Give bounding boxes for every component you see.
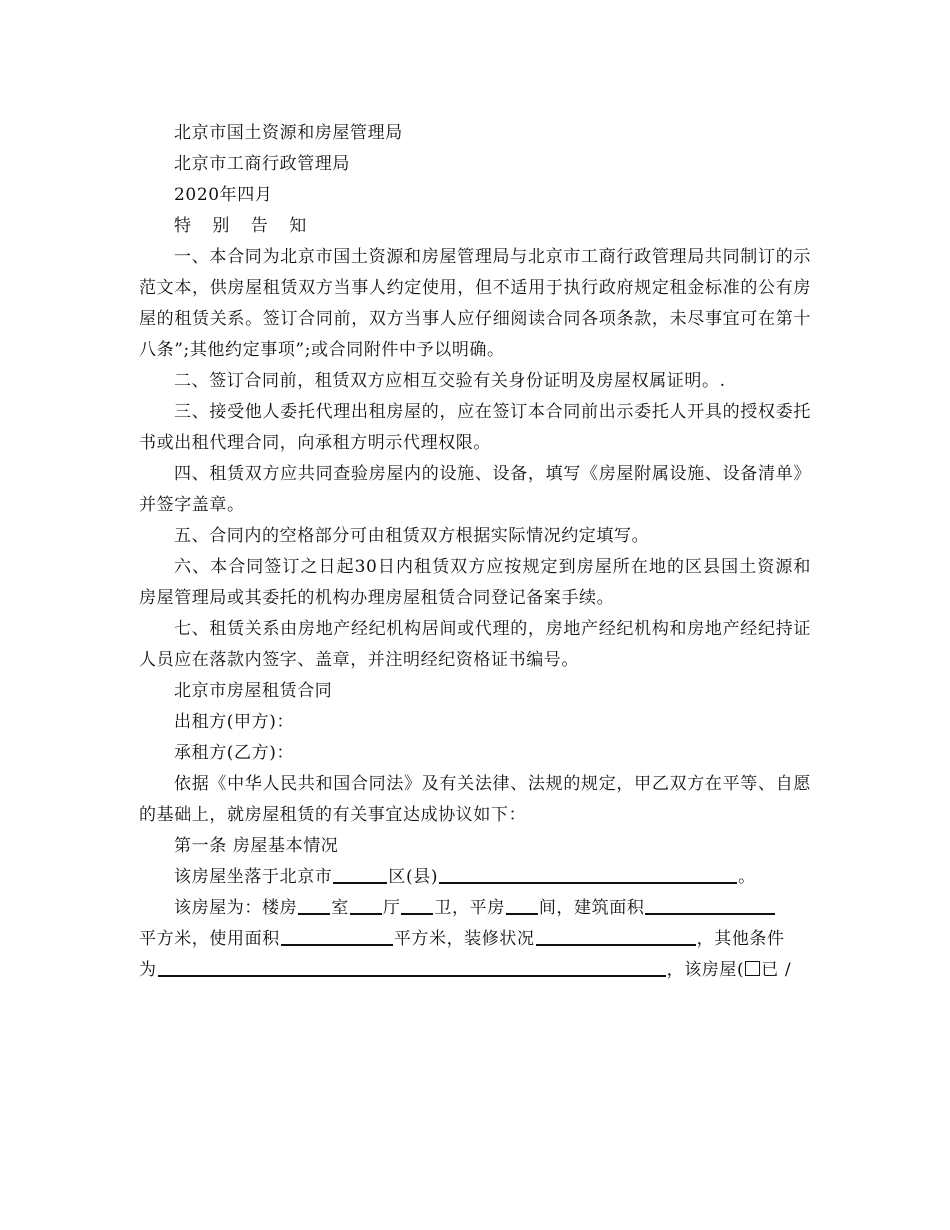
- use-area-label: 平方米，使用面积: [139, 929, 280, 949]
- house-prefix: 该房屋为：楼房: [174, 898, 298, 918]
- notice-item-7: 七、租赁关系由房地产经纪机构居间或代理的，房地产经纪机构和房地产经纪持证人员应在落款内签字、盖章，并注明经纪资格证书编号。: [139, 619, 811, 670]
- issuing-authority-1: 北京市国土资源和房屋管理局: [174, 123, 403, 143]
- bath-count-blank[interactable]: [401, 896, 433, 915]
- bath-label: 卫，平房: [434, 898, 505, 918]
- issuing-authority-2: 北京市工商行政管理局: [174, 154, 350, 174]
- other-label: ，其他条件: [696, 929, 785, 949]
- hall-count-blank[interactable]: [350, 896, 382, 915]
- tail-label: ，该房屋(: [666, 960, 745, 980]
- notice-title: 特 别 告 知: [174, 216, 315, 236]
- district-blank[interactable]: [333, 865, 387, 884]
- use-area-blank[interactable]: [281, 927, 393, 946]
- address-blank[interactable]: [439, 865, 737, 884]
- notice-item-3: 三、接受他人委托代理出租房屋的，应在签订本合同前出示委托人开具的授权委托书或出租代理合同，向承租方明示代理权限。: [139, 402, 811, 453]
- bungalow-count-blank[interactable]: [506, 896, 538, 915]
- yi-label: 已 /: [761, 960, 792, 980]
- district-label: 区(县): [388, 867, 439, 887]
- location-end: 。: [738, 867, 756, 887]
- checkbox[interactable]: [745, 961, 760, 976]
- room-count-blank[interactable]: [298, 896, 330, 915]
- notice-item-4: 四、租赁双方应共同查验房屋内的设施、设备，填写《房屋附属设施、设备清单》并签字盖章。: [139, 464, 811, 515]
- room-label: 室: [331, 898, 349, 918]
- notice-item-6: 六、本合同签订之日起30日内租赁双方应按规定到房屋所在地的区县国土资源和房屋管理局或其委托的机构办理房屋租赁合同登记备案手续。: [139, 557, 811, 608]
- other-conditions-blank[interactable]: [158, 958, 666, 977]
- notice-item-5: 五、合同内的空格部分可由租赁双方根据实际情况约定填写。: [174, 526, 650, 546]
- contract-basis: 依据《中华人民共和国合同法》及有关法律、法规的规定，甲乙双方在平等、自愿的基础上，就房屋租赁的有关事宜达成协议如下：: [139, 774, 811, 825]
- house-type-line: [139, 893, 811, 924]
- area-line: [139, 924, 811, 955]
- jian-label: 间，建筑面积: [538, 898, 645, 918]
- location-line: [139, 862, 811, 893]
- notice-item-1: 一、本合同为北京市国土资源和房屋管理局与北京市工商行政管理局共同制订的示范文本，供房屋租赁双方当事人约定使用，但不适用于执行政府规定租金标准的公有房屋的租赁关系。签订合同前，双方当事人应仔细阅读合同各项条款，未尽事宜可在第十八条”;其他约定事项”;或合同附件中予以明确。: [139, 247, 811, 360]
- wei-label: 为: [139, 960, 157, 980]
- building-area-blank[interactable]: [645, 896, 775, 915]
- other-conditions-line: [139, 955, 811, 986]
- document-page: [139, 118, 811, 986]
- hall-label: 厅: [382, 898, 401, 918]
- contract-title: 北京市房屋租赁合同: [174, 681, 333, 701]
- article-1-title: 第一条 房屋基本情况: [174, 836, 339, 856]
- lessee-label: 承租方(乙方)：: [174, 743, 295, 763]
- location-prefix: 该房屋坐落于北京市: [174, 867, 333, 887]
- lessor-label: 出租方(甲方)：: [174, 712, 295, 732]
- notice-item-2: 二、签订合同前，租赁双方应相互交验有关身份证明及房屋权属证明。.: [174, 371, 726, 391]
- decor-label: 平方米，装修状况: [393, 929, 535, 949]
- decor-blank[interactable]: [536, 927, 696, 946]
- issue-date: 2020年四月: [174, 185, 273, 205]
